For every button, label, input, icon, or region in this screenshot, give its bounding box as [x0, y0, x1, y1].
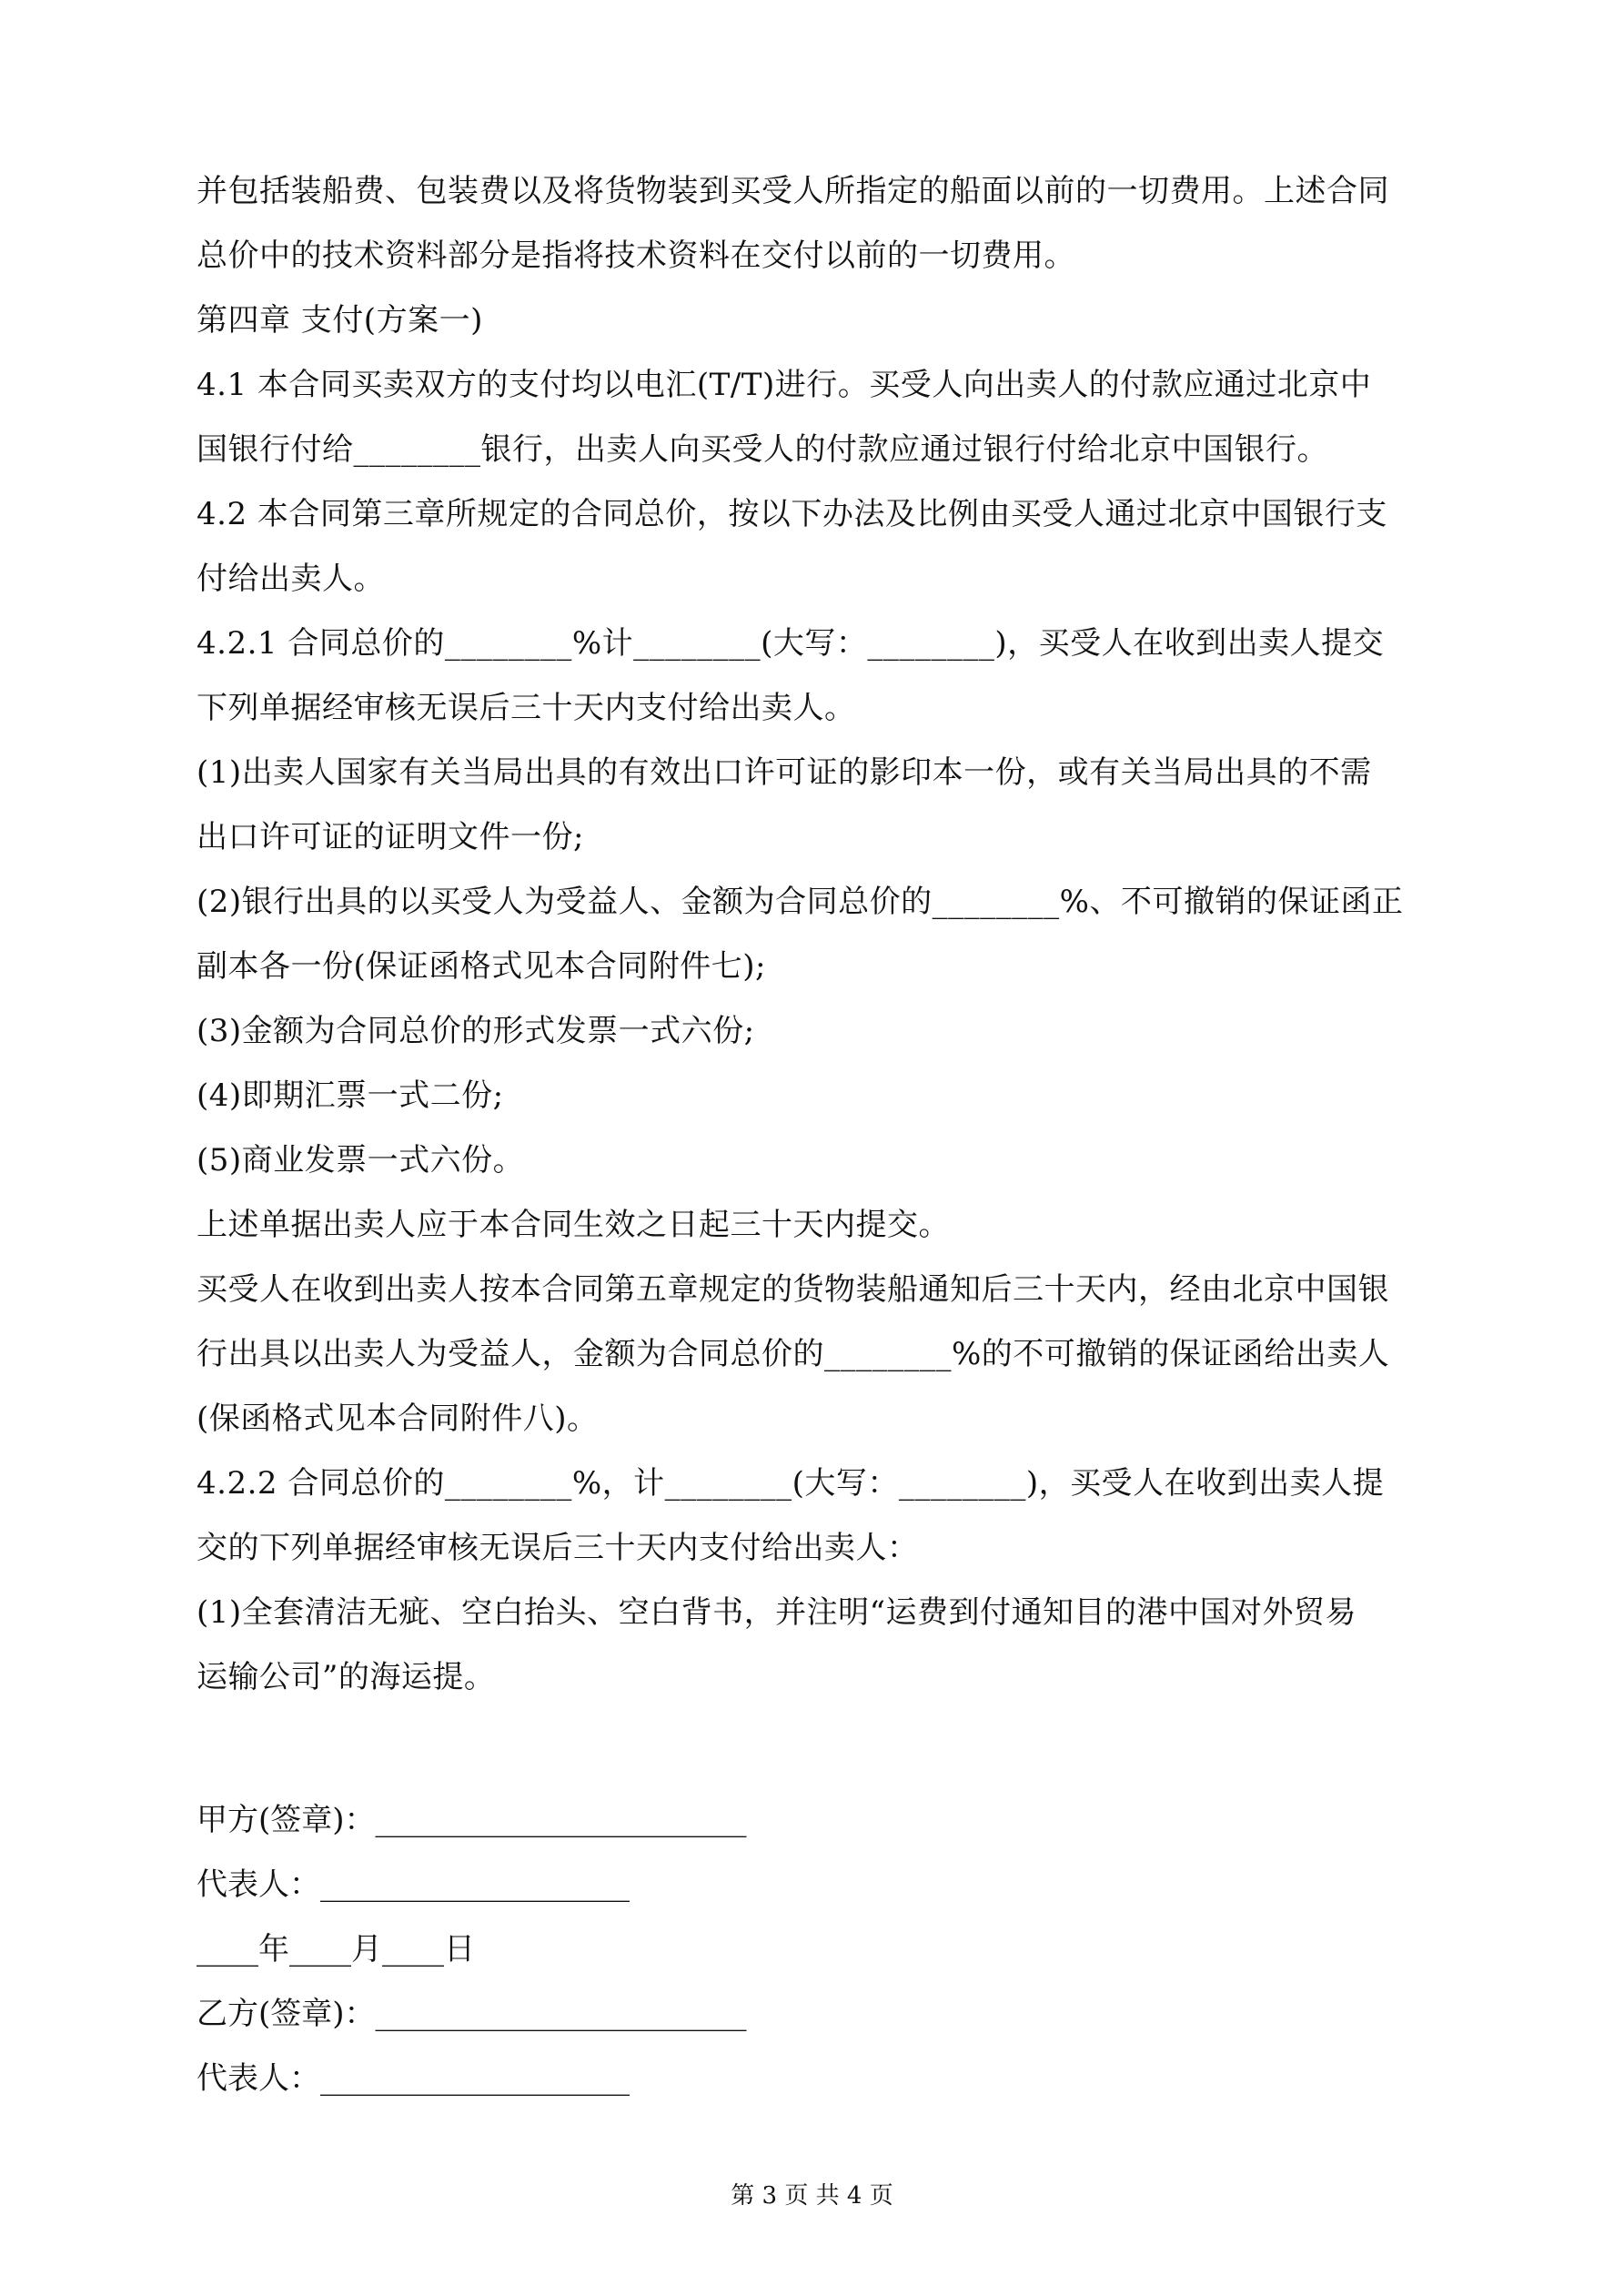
body-line: 买受人在收到出卖人按本合同第五章规定的货物装船通知后三十天内，经由北京中国银 [197, 1271, 1389, 1308]
body-line: (4)即期汇票一式二份; [197, 1077, 504, 1114]
body-line: (5)商业发票一式六份。 [197, 1142, 525, 1178]
signature-block [197, 1788, 1015, 2111]
body-line: 上述单据出卖人应于本合同生效之日起三十天内提交。 [197, 1207, 950, 1243]
body-line: 副本各一份(保证函格式见本合同附件七); [197, 948, 766, 985]
body-line: (3)金额为合同总价的形式发票一式六份; [197, 1013, 755, 1049]
body-line: 总价中的技术资料部分是指将技术资料在交付以前的一切费用。 [197, 238, 1075, 274]
body-line: 出口许可证的证明文件一份; [197, 819, 584, 855]
signing-date: ____年____月____日 [197, 1931, 475, 1967]
party-a-signature: 甲方(签章)：________________________ [197, 1802, 747, 1838]
body-line: 下列单据经审核无误后三十天内支付给出卖人。 [197, 690, 856, 726]
contract-body [197, 159, 1443, 1710]
body-line: 4.2.2 合同总价的________%，计________(大写：________)，买受人在收到出卖人提 [197, 1465, 1385, 1502]
party-b-representative: 代表人：____________________ [197, 2060, 630, 2097]
page-footer: 第 3 页 共 4 页 [731, 2182, 893, 2210]
body-line: 付给出卖人。 [197, 561, 385, 597]
body-line: 运输公司”的海运提。 [197, 1659, 496, 1695]
body-line: (保函格式见本合同附件八)。 [197, 1401, 599, 1437]
party-b-signature: 乙方(签章)：________________________ [197, 1996, 747, 2032]
body-line: 4.1 本合同买卖双方的支付均以电汇(T/T)进行。买受人向出卖人的付款应通过北京中 [197, 367, 1372, 403]
body-line: (1)全套清洁无疵、空白抬头、空白背书，并注明“运费到付通知目的港中国对外贸易 [197, 1594, 1357, 1631]
body-line: (1)出卖人国家有关当局出具的有效出口许可证的影印本一份，或有关当局出具的不需 [197, 754, 1372, 791]
body-line: 4.2.1 合同总价的________%计________(大写：________)，买受人在收到出卖人提交 [197, 625, 1385, 662]
body-line: (2)银行出具的以买受人为受益人、金额为合同总价的________%、不可撤销的保证函正 [197, 884, 1404, 920]
party-a-representative: 代表人：____________________ [197, 1866, 630, 1903]
body-line: 4.2 本合同第三章所规定的合同总价，按以下办法及比例由买受人通过北京中国银行支 [197, 496, 1387, 532]
body-line: 国银行付给________银行，出卖人向买受人的付款应通过银行付给北京中国银行。 [197, 431, 1328, 468]
body-line: 并包括装船费、包装费以及将货物装到买受人所指定的船面以前的一切费用。上述合同 [197, 173, 1389, 209]
body-line: 交的下列单据经审核无误后三十天内支付给出卖人： [197, 1530, 919, 1566]
body-line: 行出具以出卖人为受益人，金额为合同总价的________%的不可撤销的保证函给出卖人 [197, 1336, 1390, 1372]
chapter-heading: 第四章 支付(方案一) [197, 302, 483, 339]
